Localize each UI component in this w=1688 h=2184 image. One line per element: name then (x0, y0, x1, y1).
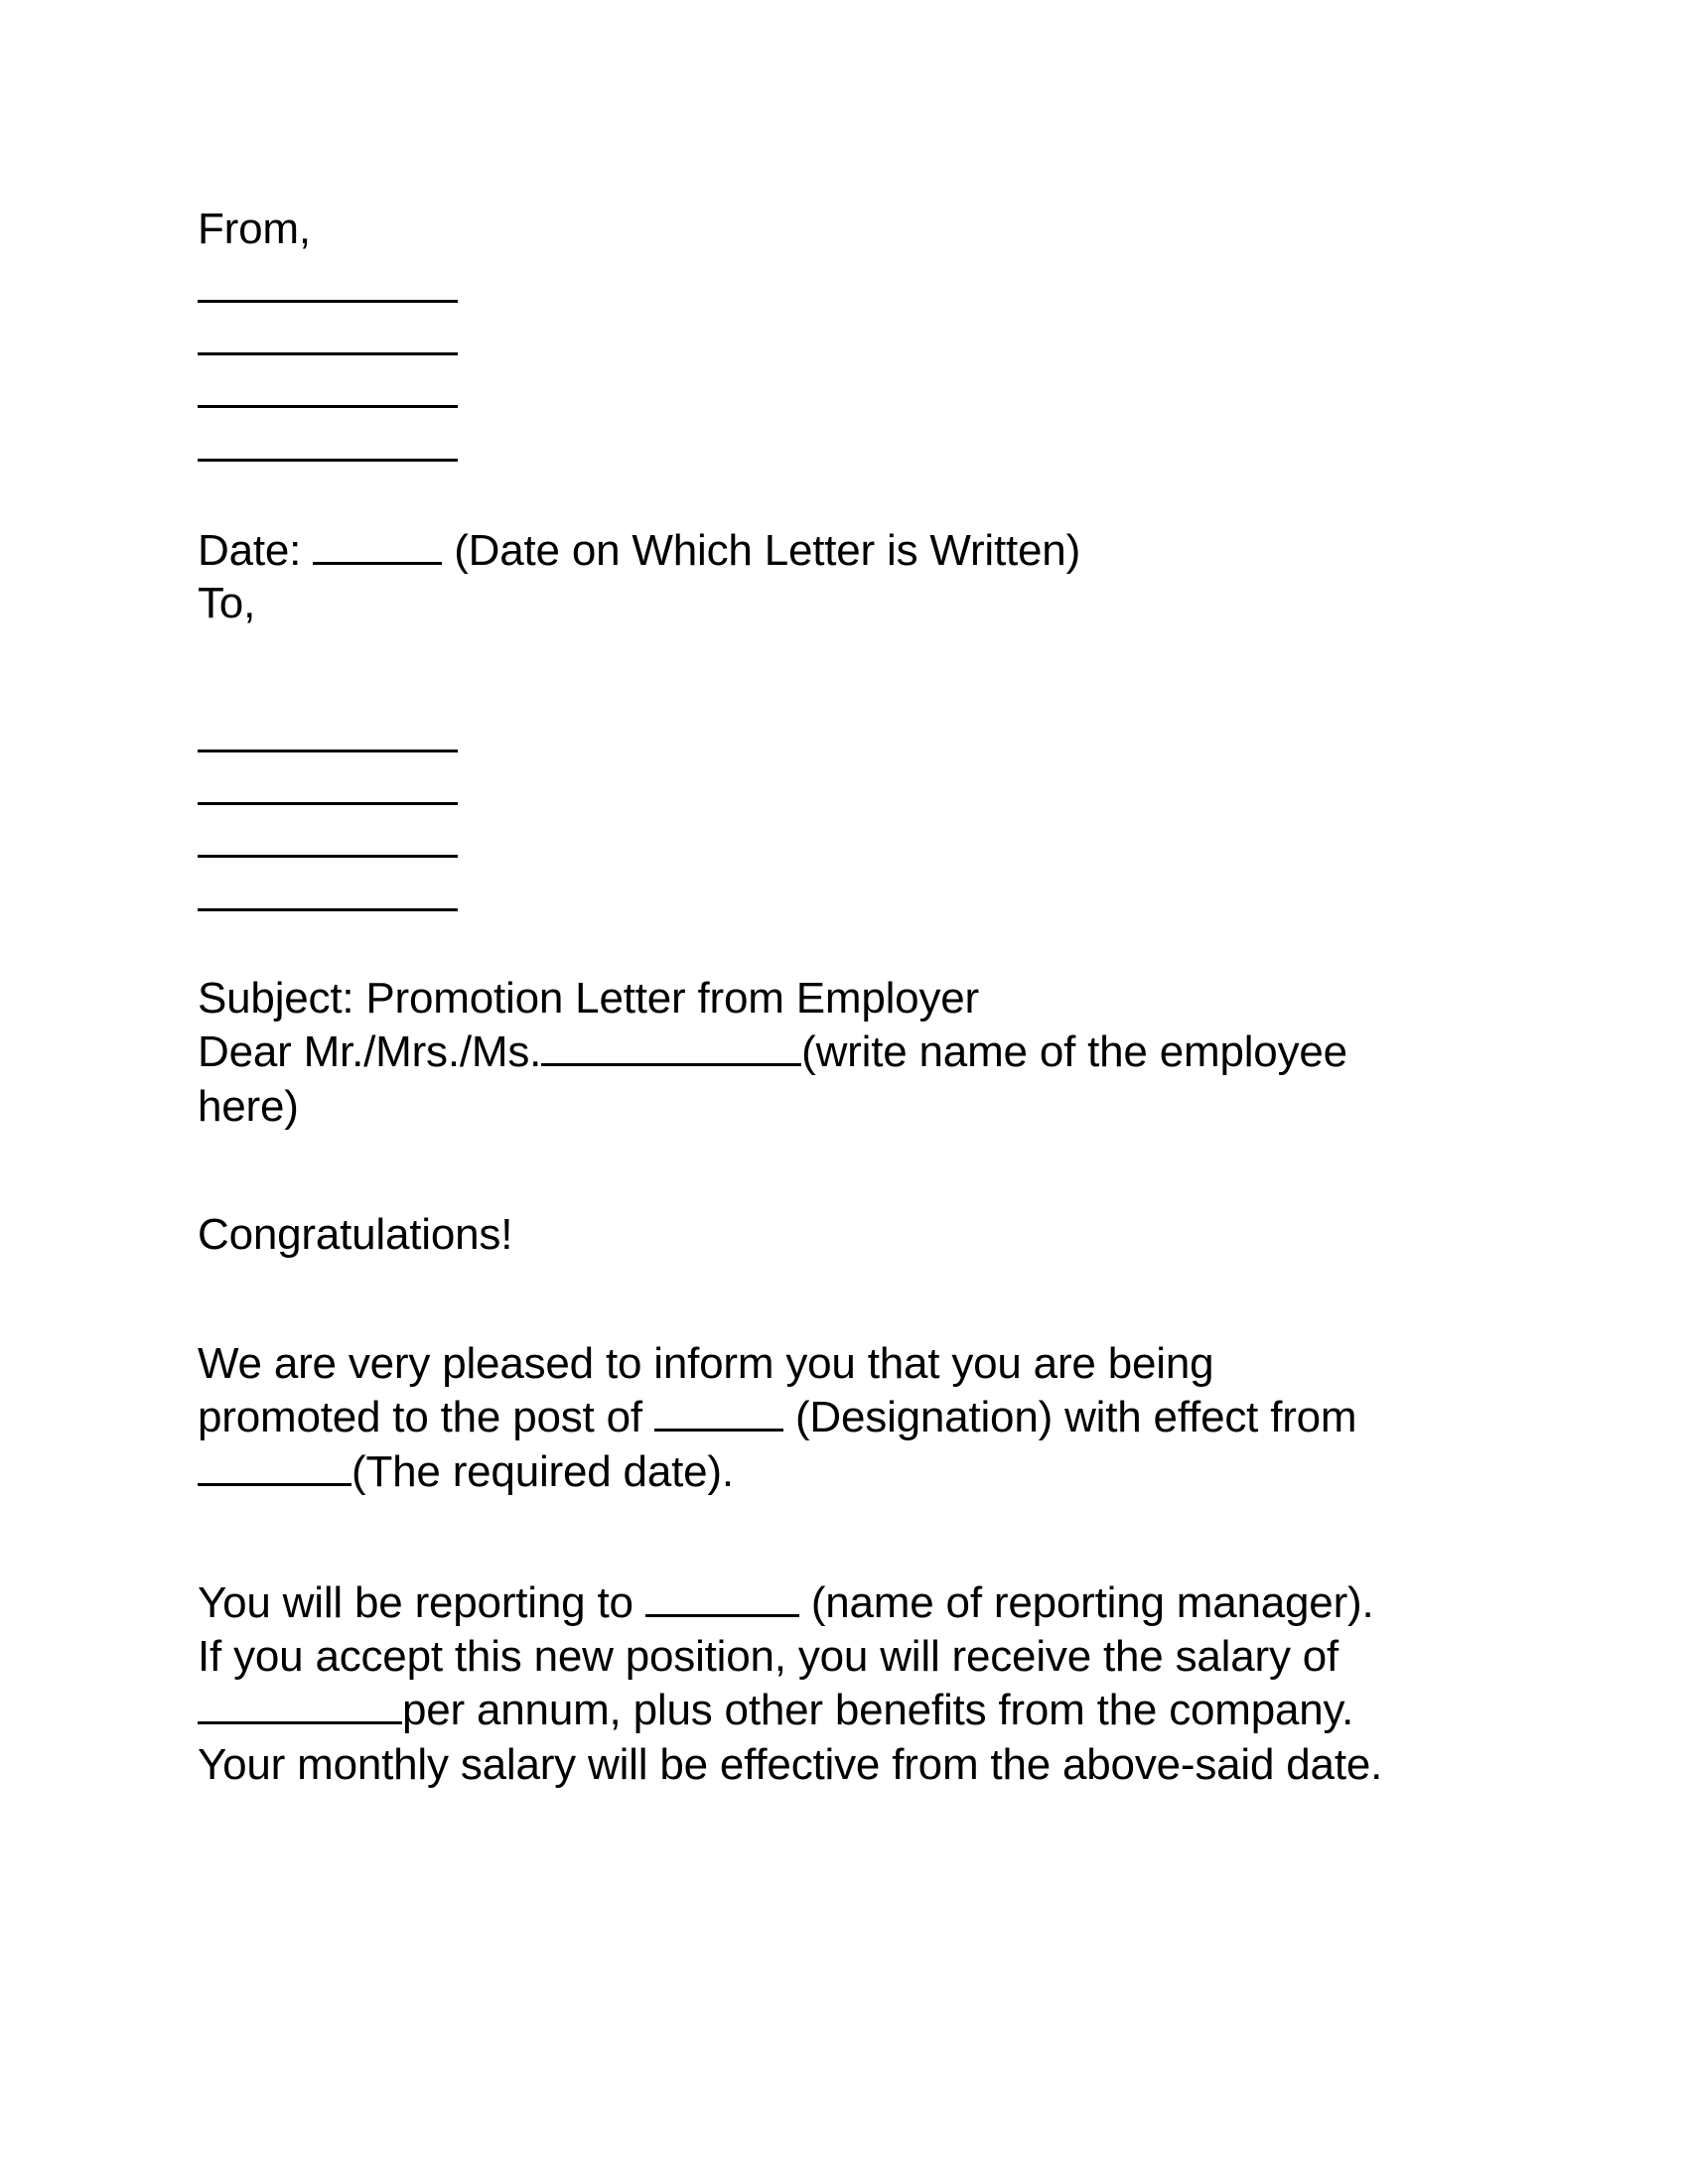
para2-line2: If you accept this new position, you will receive the salary of (198, 1632, 1339, 1681)
from-address-blank-3[interactable] (198, 405, 458, 408)
para2-line1-hint: (name of reporting manager). (810, 1578, 1374, 1627)
para2-line3 (198, 1684, 1353, 1737)
salutation-line (198, 1025, 1347, 1079)
date-line (198, 524, 1080, 578)
reporting-manager-blank[interactable] (645, 1576, 799, 1617)
subject-line: Subject: Promotion Letter from Employer (198, 974, 979, 1023)
from-label: From, (198, 205, 311, 253)
salutation-hint-cont: here) (198, 1082, 299, 1131)
to-address-blank-3[interactable] (198, 855, 458, 858)
greeting: Congratulations! (198, 1210, 513, 1259)
para1-line2-prefix: promoted to the post of (198, 1393, 642, 1441)
to-address-blank-2[interactable] (198, 802, 458, 805)
para1-line2-hint: (Designation) with effect from (794, 1393, 1357, 1441)
para2-line4: Your monthly salary will be effective from the above-said date. (198, 1740, 1383, 1789)
salary-blank[interactable] (198, 1684, 402, 1724)
to-address-blank-1[interactable] (198, 750, 458, 752)
to-address-blank-4[interactable] (198, 908, 458, 911)
para1-line3-hint: (The required date). (352, 1447, 734, 1496)
from-address-blank-2[interactable] (198, 352, 458, 355)
from-address-blank-4[interactable] (198, 459, 458, 462)
from-address-blank-1[interactable] (198, 300, 458, 303)
employee-name-blank[interactable] (541, 1025, 801, 1066)
para1-line2 (198, 1391, 1356, 1444)
para2-line3-suffix: per annum, plus other benefits from the company. (402, 1686, 1354, 1734)
date-blank[interactable] (313, 524, 442, 565)
para2-line1-prefix: You will be reporting to (198, 1578, 633, 1627)
salutation-prefix: Dear Mr./Mrs./Ms. (198, 1027, 542, 1076)
salutation-hint: (write name of the employee (801, 1027, 1347, 1076)
to-label: To, (198, 579, 256, 627)
para1-line1: We are very pleased to inform you that you are being (198, 1339, 1214, 1388)
date-hint: (Date on Which Letter is Written) (454, 526, 1081, 575)
para2-line1 (198, 1576, 1374, 1630)
para1-line3 (198, 1445, 734, 1499)
date-label: Date: (198, 526, 302, 575)
effective-date-blank[interactable] (198, 1445, 352, 1486)
designation-blank[interactable] (654, 1391, 783, 1432)
